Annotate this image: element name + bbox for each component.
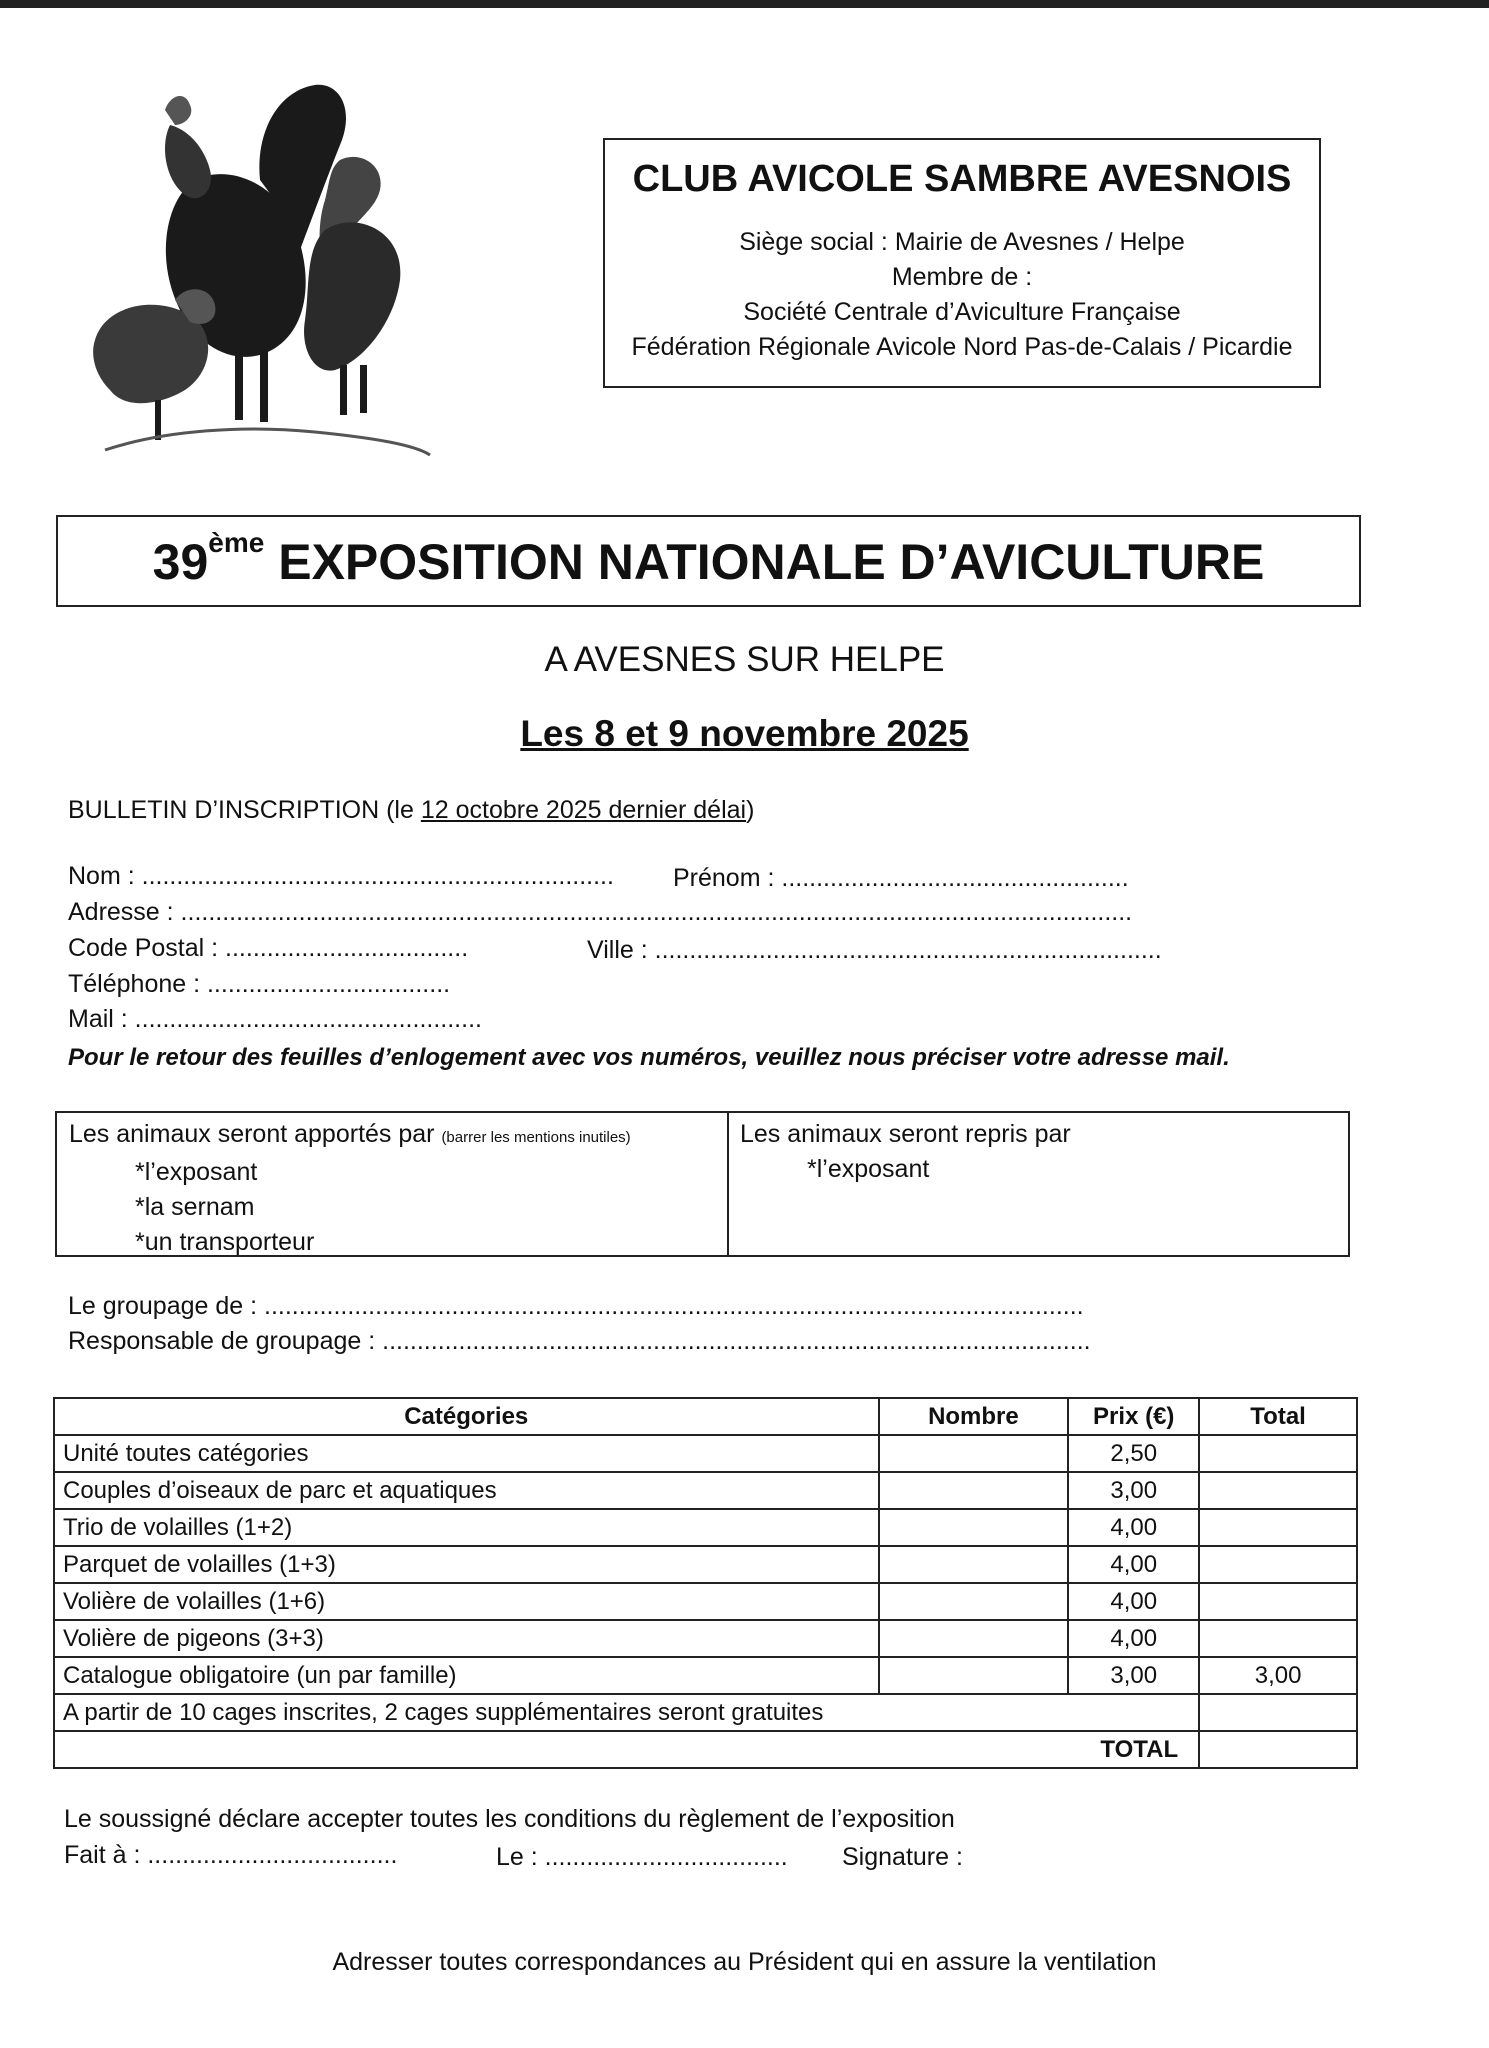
row-prix: 3,00 xyxy=(1068,1472,1199,1509)
brought-option-exposant[interactable]: *l’exposant xyxy=(135,1158,258,1186)
club-society: Société Centrale d’Aviculture Française xyxy=(743,298,1181,326)
free-cages-row xyxy=(54,1694,1357,1731)
declaration-text: Le soussigné déclare accepter toutes les conditions du règlement de l’exposition xyxy=(64,1805,955,1833)
mail-field[interactable]: Mail : .................................................. xyxy=(68,1005,482,1033)
row-prix: 2,50 xyxy=(1068,1435,1199,1472)
row-prix: 4,00 xyxy=(1068,1620,1199,1657)
free-cages-total[interactable] xyxy=(1199,1694,1357,1731)
bulletin-deadline: 12 octobre 2025 dernier délai xyxy=(420,796,747,824)
taken-label: Les animaux seront repris par xyxy=(740,1120,1071,1148)
club-member-label: Membre de : xyxy=(891,263,1033,291)
row-nombre[interactable] xyxy=(879,1657,1069,1694)
grand-total-value[interactable] xyxy=(1199,1731,1357,1768)
club-name: CLUB AVICOLE SAMBRE AVESNOIS xyxy=(632,158,1292,200)
row-nombre[interactable] xyxy=(879,1583,1069,1620)
header-total: Total xyxy=(1199,1398,1357,1435)
header-nombre: Nombre xyxy=(879,1398,1069,1435)
prenom-field[interactable]: Prénom : .................................................. xyxy=(673,864,1129,892)
signature-field[interactable]: Signature : xyxy=(842,1843,963,1871)
header-categories: Catégories xyxy=(54,1398,879,1435)
table-header-row xyxy=(54,1398,1357,1435)
club-details xyxy=(605,225,1319,365)
taken-by-column xyxy=(740,1117,1071,1187)
row-total[interactable] xyxy=(1199,1472,1357,1509)
ville-field[interactable]: Ville : ......................................................................... xyxy=(587,936,1162,964)
mail-notice: Pour le retour des feuilles d’enlogement avec vos numéros, veuillez nous préciser votre adresse mail. xyxy=(68,1044,1230,1071)
table-row xyxy=(54,1620,1357,1657)
bulletin-label: BULLETIN D’INSCRIPTION (le xyxy=(68,796,421,824)
row-prix: 4,00 xyxy=(1068,1583,1199,1620)
table-row xyxy=(54,1509,1357,1546)
row-nombre[interactable] xyxy=(879,1509,1069,1546)
brought-option-sernam[interactable]: *la sernam xyxy=(135,1193,255,1221)
row-category: Volière de pigeons (3+3) xyxy=(54,1620,879,1657)
brought-note: (barrer les mentions inutiles) xyxy=(441,1129,631,1146)
row-total[interactable] xyxy=(1199,1435,1357,1472)
fait-a-field[interactable]: Fait à : .................................... xyxy=(64,1841,398,1869)
row-prix: 4,00 xyxy=(1068,1546,1199,1583)
row-total[interactable] xyxy=(1199,1546,1357,1583)
row-category: Volière de volailles (1+6) xyxy=(54,1583,879,1620)
row-total: 3,00 xyxy=(1199,1657,1357,1694)
exposition-location: A AVESNES SUR HELPE xyxy=(544,640,945,679)
club-federation: Fédération Régionale Avicole Nord Pas-de-Calais / Picardie xyxy=(631,333,1293,361)
exposition-name: EXPOSITION NATIONALE D’AVICULTURE xyxy=(278,534,1265,590)
row-category: Parquet de volailles (1+3) xyxy=(54,1546,879,1583)
row-nombre[interactable] xyxy=(879,1620,1069,1657)
taken-option-exposant[interactable]: *l’exposant xyxy=(807,1155,930,1183)
grand-total-label: TOTAL xyxy=(54,1731,1199,1768)
footer-note: Adresser toutes correspondances au Président qui en assure la ventilation xyxy=(332,1948,1157,1976)
animals-transport-box xyxy=(55,1111,1350,1257)
exposition-title-box xyxy=(56,515,1361,607)
bulletin-heading xyxy=(68,796,754,825)
table-row xyxy=(54,1546,1357,1583)
brought-label: Les animaux seront apportés par xyxy=(69,1120,442,1148)
table-row xyxy=(54,1472,1357,1509)
header-prix: Prix (€) xyxy=(1068,1398,1199,1435)
box-divider xyxy=(727,1113,729,1255)
categories-table xyxy=(53,1397,1358,1769)
scan-top-border xyxy=(0,0,1489,8)
groupage-field[interactable]: Le groupage de : ...................................................................................................................... xyxy=(68,1292,1084,1320)
telephone-field[interactable]: Téléphone : ................................... xyxy=(68,970,451,998)
grand-total-row xyxy=(54,1731,1357,1768)
row-category: Unité toutes catégories xyxy=(54,1435,879,1472)
row-total[interactable] xyxy=(1199,1620,1357,1657)
exposition-dates xyxy=(0,713,1489,755)
row-prix: 4,00 xyxy=(1068,1509,1199,1546)
row-category: Catalogue obligatoire (un par famille) xyxy=(54,1657,879,1694)
brought-by-column xyxy=(69,1117,631,1260)
row-category: Couples d’oiseaux de parc et aquatiques xyxy=(54,1472,879,1509)
date-le-field[interactable]: Le : ................................... xyxy=(496,1843,788,1871)
club-info-box xyxy=(603,138,1321,388)
club-seat: Siège social : Mairie de Avesnes / Helpe xyxy=(739,228,1185,256)
edition-number: 39 xyxy=(152,534,209,590)
poultry-illustration xyxy=(85,70,450,465)
exposition-title xyxy=(58,527,1359,591)
table-row xyxy=(54,1435,1357,1472)
responsable-groupage-field[interactable]: Responsable de groupage : ...................................................................................................... xyxy=(68,1327,1091,1355)
dates-text: Les 8 et 9 novembre 2025 xyxy=(520,713,969,754)
row-nombre[interactable] xyxy=(879,1435,1069,1472)
bulletin-end: ) xyxy=(746,796,755,824)
row-prix: 3,00 xyxy=(1068,1657,1199,1694)
code-postal-field[interactable]: Code Postal : ................................... xyxy=(68,934,469,962)
nom-field[interactable]: Nom : .................................................................... xyxy=(68,862,614,890)
brought-option-transporteur[interactable]: *un transporteur xyxy=(135,1228,315,1256)
row-total[interactable] xyxy=(1199,1509,1357,1546)
table-row xyxy=(54,1583,1357,1620)
edition-suffix: ème xyxy=(208,527,265,558)
adresse-field[interactable]: Adresse : ......................................................................................................................................... xyxy=(68,898,1133,926)
row-total[interactable] xyxy=(1199,1583,1357,1620)
row-category: Trio de volailles (1+2) xyxy=(54,1509,879,1546)
free-cages-note: A partir de 10 cages inscrites, 2 cages supplémentaires seront gratuites xyxy=(54,1694,1199,1731)
table-row xyxy=(54,1657,1357,1694)
row-nombre[interactable] xyxy=(879,1546,1069,1583)
row-nombre[interactable] xyxy=(879,1472,1069,1509)
